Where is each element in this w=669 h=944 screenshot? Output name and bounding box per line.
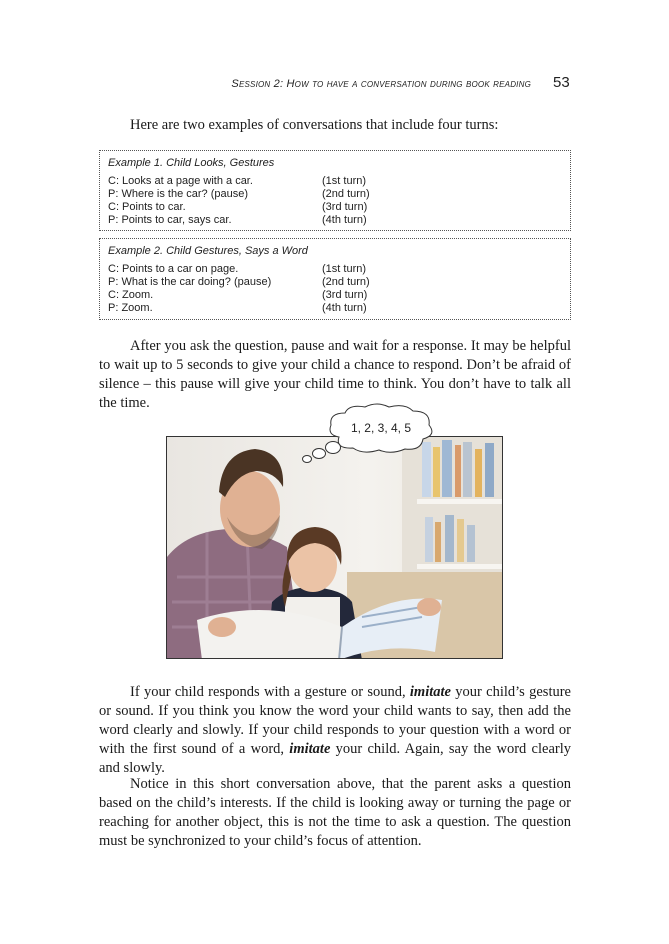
paragraph-text: your child. Again, say the word clearly and slowly. (99, 741, 571, 776)
paragraph-text: your child’s gesture or sound. If you think you know the word your child wants to say, then add the word clearly and slowly. If your child responds to your question with a word or with the first sound of a word, (99, 684, 571, 757)
utterance: P: Where is the car? (pause) (108, 188, 249, 200)
session-title: How to have a conversation during book reading (286, 78, 531, 90)
example-row (108, 263, 568, 276)
turn-label: (3rd turn) (322, 201, 368, 213)
paragraph-text: After you ask the question, pause and wait for a response. It may be helpful to wait up to 5 seconds to give your child a chance to respond. Don’t be afraid of silence – this pause will give your child time to think. You don’t have to talk all the time. (99, 338, 571, 411)
utterance: C: Zoom. (108, 289, 154, 301)
thought-bubble-text: 1, 2, 3, 4, 5 (350, 421, 412, 435)
thought-dot (302, 455, 312, 463)
turn-label: (2nd turn) (322, 276, 370, 288)
utterance: C: Looks at a page with a car. (108, 175, 253, 187)
paragraph-text: Notice in this short conversation above, that the parent asks a question based on the child’s interests. If the child is looking away or turning the page or reaching for another object, this is not the time to ask a question. The question must be synchronized to your child’s focus of attention. (99, 776, 571, 849)
running-head-title (231, 78, 531, 90)
turn-label: (1st turn) (322, 263, 367, 275)
thought-dot (312, 448, 326, 459)
turn-label: (4th turn) (322, 302, 367, 314)
example-row (108, 276, 568, 289)
utterance: P: Zoom. (108, 302, 153, 314)
example-row (108, 188, 568, 201)
photo-illustration (167, 437, 503, 659)
example-title: Example 2. Child Gestures, Says a Word (108, 245, 308, 257)
thought-dot (325, 441, 341, 454)
turn-label: (4th turn) (322, 214, 367, 226)
utterance: C: Points to car. (108, 201, 186, 213)
emphasis-imitate: imitate (409, 684, 451, 700)
turn-label: (2nd turn) (322, 188, 370, 200)
utterance: C: Points to a car on page. (108, 263, 239, 275)
emphasis-imitate: imitate (289, 741, 331, 757)
example-row (108, 175, 568, 188)
page-number: 53 (553, 74, 570, 91)
paragraph-imitate (99, 683, 571, 778)
session-label: Session 2: (231, 78, 284, 90)
example-title: Example 1. Child Looks, Gestures (108, 157, 275, 169)
example-row (108, 289, 568, 302)
utterance: P: What is the car doing? (pause) (108, 276, 272, 288)
running-header (0, 74, 669, 94)
example-row (108, 214, 568, 227)
example-row (108, 302, 568, 315)
paragraph-wait (99, 337, 571, 413)
paragraph-text: If your child responds with a gesture or sound, (130, 684, 410, 700)
utterance: P: Points to car, says car. (108, 214, 232, 226)
paragraph-synchronize (99, 775, 571, 851)
example-row (108, 201, 568, 214)
turn-label: (1st turn) (322, 175, 367, 187)
example-box-2 (99, 238, 571, 320)
example-box-1 (99, 150, 571, 231)
intro-text: Here are two examples of conversations that include four turns: (130, 117, 499, 133)
thought-bubble (325, 403, 437, 455)
father-daughter-reading-photo (166, 436, 503, 659)
turn-label: (3rd turn) (322, 289, 368, 301)
